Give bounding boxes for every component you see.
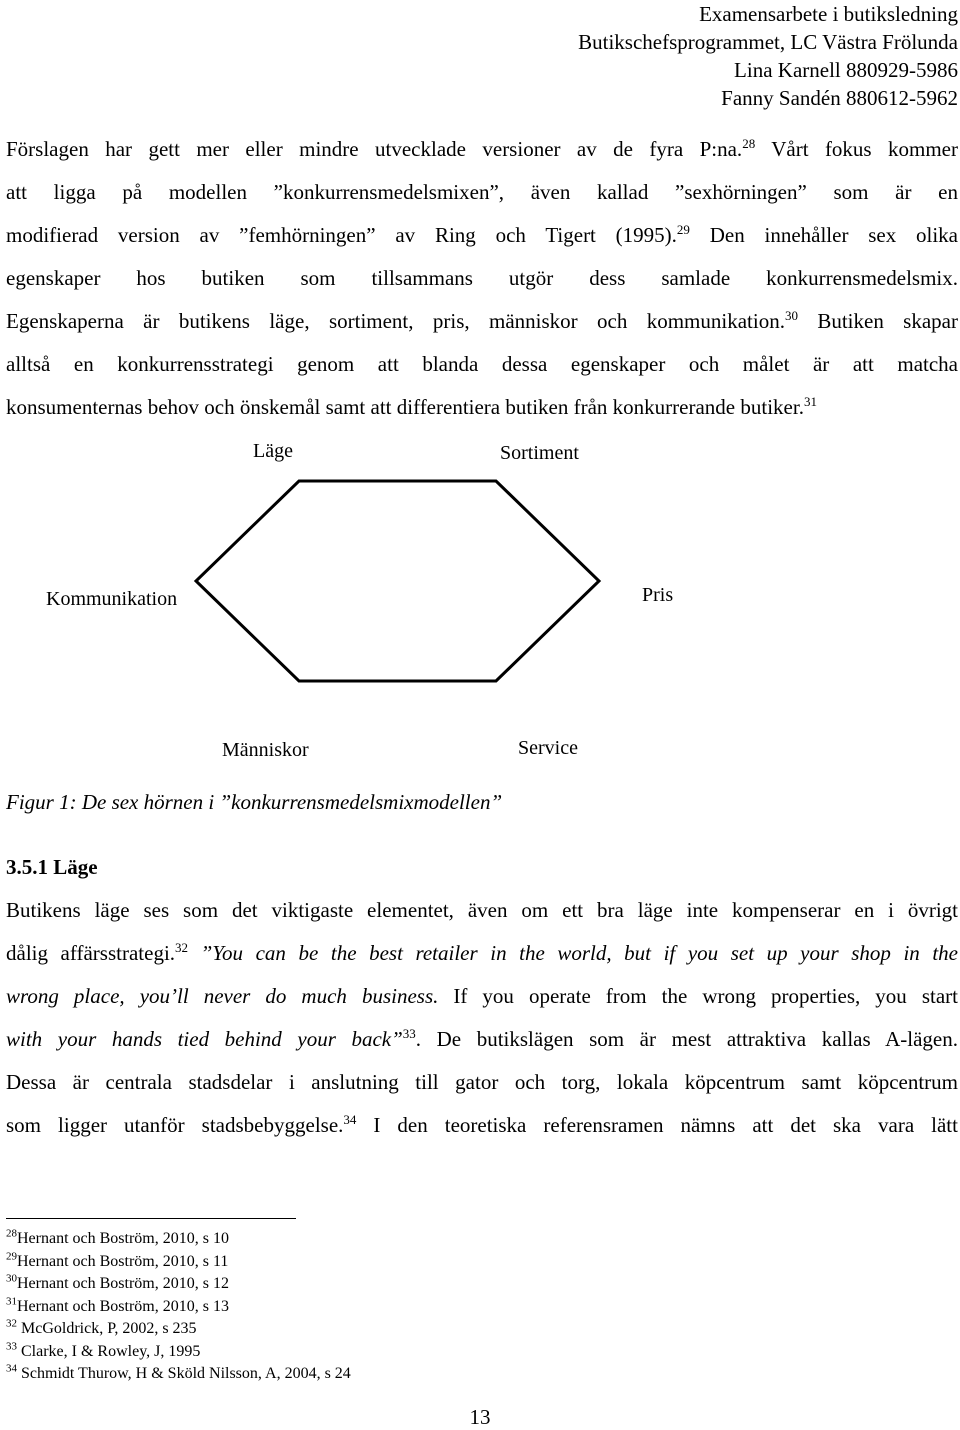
- para2-line4: with your hands tied behind your back”$^{33}$. De butikslägen som är mest attraktiva kallas A-lägen.: [6, 1026, 958, 1051]
- footnote-separator: [6, 1218, 296, 1219]
- intro-paragraph: [6, 128, 958, 429]
- label-service: Service: [518, 737, 578, 759]
- header-course: Examensarbete i butiksledning: [699, 2, 958, 26]
- footnote-item: $^{28}$Hernant och Boström, 2010, s 10: [6, 1227, 229, 1247]
- header-program: Butikschefsprogrammet, LC Västra Frölunda: [578, 30, 958, 54]
- para1-line3: modifierad version av ”femhörningen” av Ring och Tigert (1995).$^{29}$ Den innehåller sex olika: [6, 222, 958, 247]
- footnote-item: $^{31}$Hernant och Boström, 2010, s 13: [6, 1295, 229, 1315]
- header-author-2: Fanny Sandén 880612-5962: [721, 86, 958, 110]
- footnotes: [6, 1228, 351, 1386]
- label-kommunikation: Kommunikation: [46, 588, 178, 610]
- label-sortiment: Sortiment: [500, 442, 579, 464]
- footnote-item: $^{30}$Hernant och Boström, 2010, s 12: [6, 1272, 229, 1292]
- figure-caption: Figur 1: De sex hörnen i ”konkurrensmedelsmixmodellen”: [6, 790, 503, 814]
- para2-line2: dålig affärsstrategi.$^{32}$ ”You can be the best retailer in the world, but if you set up your shop in the: [6, 940, 958, 965]
- para1-line1: Förslagen har gett mer eller mindre utvecklade versioner av de fyra P:na.$^{28}$ Vårt fokus kommer: [6, 136, 958, 161]
- para2-line5: Dessa är centrala stadsdelar i anslutning till gator och torg, lokala köpcentrum samt köpcentrum: [6, 1070, 958, 1094]
- footnote-ref-34[interactable]: 34: [343, 1112, 357, 1127]
- para1-line6: alltså en konkurrensstrategi genom att blanda dessa egenskaper och målet är att matcha: [6, 352, 958, 376]
- para1-line5: Egenskaperna är butikens läge, sortiment, pris, människor och kommunikation.$^{30}$ Butiken skapar: [6, 308, 958, 333]
- footnote-ref-28[interactable]: 28: [742, 136, 756, 151]
- page-number: 13: [469, 1405, 491, 1429]
- footnote-item: $^{32}$ McGoldrick, P, 2002, s 235: [6, 1317, 197, 1337]
- para2-line6: som ligger utanför stadsbebyggelse.$^{34}$ I den teoretiska referensramen nämns att det ska vara lätt: [6, 1112, 958, 1137]
- para1-line2: att ligga på modellen ”konkurrensmedelsmixen”, även kallad ”sexhörningen” som är en: [6, 180, 958, 204]
- para2-line1: Butikens läge ses som det viktigaste elementet, även om ett bra läge inte kompenserar en i övrigt: [6, 898, 958, 922]
- label-manniskor: Människor: [222, 739, 309, 761]
- footnote-ref-33[interactable]: 33: [402, 1026, 416, 1041]
- footnote-ref-29[interactable]: 29: [676, 222, 690, 237]
- para2-line3: wrong place, you’ll never do much business. If you operate from the wrong properties, you start: [6, 984, 958, 1008]
- para1-line4: egenskaper hos butiken som tillsammans utgör dess samlade konkurrensmedelsmix.: [6, 266, 958, 290]
- section-heading: 3.5.1 Läge: [6, 855, 98, 879]
- label-lage: Läge: [253, 440, 293, 462]
- page-header: [578, 0, 958, 112]
- footnote-ref-32[interactable]: 32: [175, 940, 189, 955]
- footnote-item: $^{29}$Hernant och Boström, 2010, s 11: [6, 1250, 229, 1270]
- para1-line7: konsumenternas behov och önskemål samt att differentiera butiken från konkurrerande butiker.$^{31}$: [6, 394, 817, 419]
- label-pris: Pris: [642, 584, 674, 606]
- lage-paragraph: [6, 889, 958, 1147]
- footnote-item: $^{34}$ Schmidt Thurow, H & Sköld Nilsson, A, 2004, s 24: [6, 1362, 351, 1382]
- header-author-1: Lina Karnell 880929-5986: [734, 58, 958, 82]
- footnote-ref-31[interactable]: 31: [803, 394, 817, 409]
- footnote-item: $^{33}$ Clarke, I & Rowley, J, 1995: [6, 1340, 201, 1360]
- hexagon-diagram: [0, 430, 960, 770]
- footnote-ref-30[interactable]: 30: [784, 308, 798, 323]
